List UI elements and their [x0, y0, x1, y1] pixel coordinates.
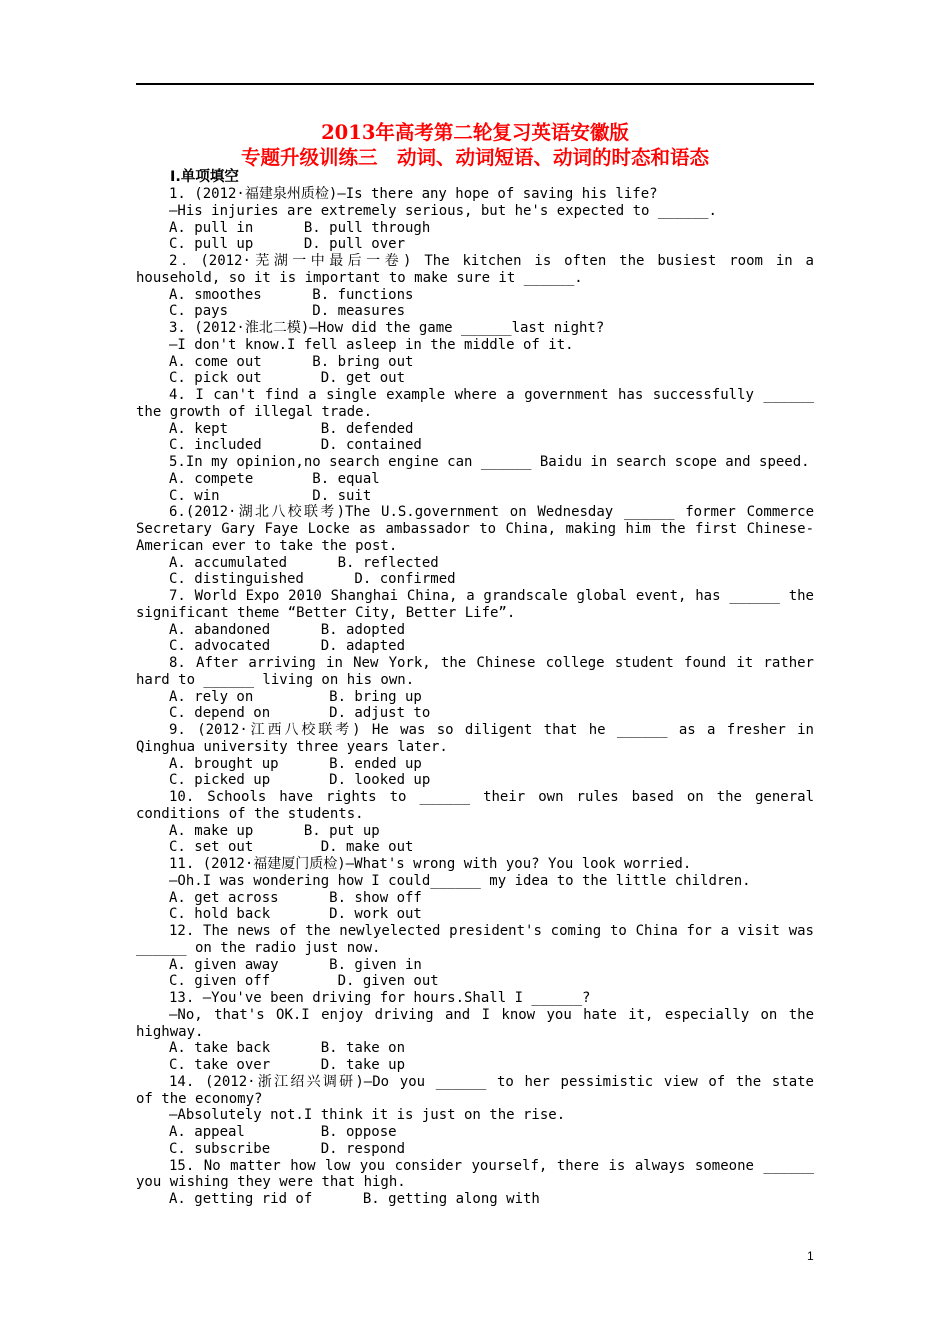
question-item: [136, 504, 814, 588]
question-line: 14. (2012·浙江绍兴调研)—Do you ______ to her pessimistic view of the state: [169, 1073, 814, 1090]
question-line: C. take over D. take up: [169, 1057, 406, 1073]
question-item: [136, 588, 814, 655]
question-line: 4. I can't find a single example where a government has successfully ______: [169, 387, 814, 403]
question-item: [136, 990, 814, 1074]
question-list: [136, 186, 814, 1208]
question-line: 15. No matter how low you consider yourself, there is always someone ______: [169, 1157, 814, 1174]
question-line: 13. —You've been driving for hours.Shall I ______?: [169, 990, 591, 1006]
question-line: C. depend on D. adjust to: [169, 705, 431, 722]
question-line: C. subscribe D. respond: [169, 1140, 406, 1157]
question-line: A. come out B. bring out: [169, 353, 414, 370]
question-line: A. brought up B. ended up: [169, 755, 422, 772]
question-line: A. appeal B. oppose: [169, 1124, 397, 1140]
question-item: [136, 655, 814, 722]
question-line: of the economy?: [136, 1090, 263, 1107]
question-line: C. distinguished D. confirmed: [169, 571, 456, 588]
question-item: [136, 454, 814, 504]
question-line: 6.(2012·湖北八校联考)The U.S.government on Wednesday ______ former Commerce: [169, 504, 814, 521]
question-line: 9. (2012·江西八校联考) He was so diligent that he ______ as a fresher in: [169, 722, 814, 738]
question-line: conditions of the students.: [136, 805, 364, 822]
question-line: 1. (2012·福建泉州质检)—Is there any hope of saving his life?: [169, 186, 658, 202]
question-line: A. make up B. put up: [169, 822, 380, 839]
document-title: 2013年高考第二轮复习英语安徽版: [321, 121, 629, 144]
question-line: household, so it is important to make sure it ______.: [136, 269, 583, 286]
question-line: C. pull up D. pull over: [169, 236, 406, 253]
question-line: A. rely on B. bring up: [169, 688, 422, 705]
question-item: [136, 320, 814, 387]
question-line: 7. World Expo 2010 Shanghai China, a grandscale global event, has ______ the: [169, 588, 814, 604]
question-line: Qinghua university three years later.: [136, 738, 448, 755]
question-line: Secretary Gary Faye Locke as ambassador to China, making him the first Chinese-: [136, 521, 814, 537]
document-subtitle: 专题升级训练三 动词、动词短语、动词的时态和语态: [240, 146, 709, 169]
question-line: A. compete B. equal: [169, 470, 380, 487]
question-line: 10. Schools have rights to ______ their own rules based on the general: [169, 789, 814, 805]
question-line: A. abandoned B. adopted: [169, 621, 406, 638]
question-item: [136, 1158, 814, 1208]
question-line: A. smoothes B. functions: [169, 286, 414, 303]
question-line: 2．(2012·芜湖一中最后一卷) The kitchen is often the busiest room in a: [169, 253, 814, 269]
question-line: you wishing they were that high.: [136, 1174, 406, 1191]
question-line: C. hold back D. work out: [169, 906, 422, 923]
question-line: A. accumulated B. reflected: [169, 554, 439, 571]
question-line: 8. After arriving in New York, the Chinese college student found it rather: [169, 655, 814, 671]
question-line: A. given away B. given in: [169, 956, 422, 973]
question-line: ______ on the radio just now.: [136, 939, 381, 956]
question-line: C. given off D. given out: [169, 973, 439, 990]
question-line: —Absolutely not.I think it is just on the rise.: [169, 1107, 566, 1124]
question-line: C. advocated D. adapted: [169, 638, 406, 655]
question-line: —Oh.I was wondering how I could______ my idea to the little children.: [169, 872, 751, 889]
question-line: American ever to take the post.: [136, 537, 398, 554]
question-line: significant theme “Better City, Better Life”.: [136, 604, 516, 621]
question-line: C. picked up D. looked up: [169, 772, 431, 789]
question-line: C. pick out D. get out: [169, 370, 406, 387]
question-line: A. pull in B. pull through: [169, 219, 431, 236]
question-line: the growth of illegal trade.: [136, 403, 373, 420]
question-line: C. included D. contained: [169, 437, 422, 454]
question-line: 3. (2012·淮北二模)—How did the game ______last night?: [169, 320, 605, 336]
question-line: —I don't know.I fell asleep in the middle of it.: [169, 336, 574, 353]
question-line: C. pays D. measures: [169, 303, 406, 320]
question-item: [136, 1074, 814, 1158]
question-line: C. win D. suit: [169, 487, 372, 504]
question-item: [136, 186, 814, 253]
question-item: [136, 789, 814, 856]
header-rule: [136, 83, 814, 85]
question-line: 11. (2012·福建厦门质检)—What's wrong with you? You look worried.: [169, 856, 692, 872]
question-item: [136, 253, 814, 320]
question-line: A. getting rid of B. getting along with: [169, 1191, 540, 1207]
question-line: 5.In my opinion,no search engine can ______ Baidu in search scope and speed.: [169, 454, 810, 470]
question-line: A. get across B. show off: [169, 889, 422, 906]
question-line: —No, that's OK.I enjoy driving and I know you hate it, especially on the: [169, 1006, 814, 1023]
question-item: [136, 923, 814, 990]
page-number: 1: [807, 1249, 814, 1263]
question-item: [136, 722, 814, 789]
question-line: hard to ______ living on his own.: [136, 671, 415, 688]
section-heading: Ⅰ.单项填空: [170, 169, 239, 185]
question-line: A. kept B. defended: [169, 420, 414, 437]
question-item: [136, 856, 814, 923]
question-line: highway.: [136, 1023, 204, 1040]
question-item: [136, 387, 814, 454]
question-line: —His injuries are extremely serious, but he's expected to ______.: [169, 202, 717, 219]
question-line: 12. The news of the newlyelected president's coming to China for a visit was: [169, 923, 814, 939]
question-line: C. set out D. make out: [169, 839, 414, 856]
question-line: A. take back B. take on: [169, 1040, 406, 1057]
